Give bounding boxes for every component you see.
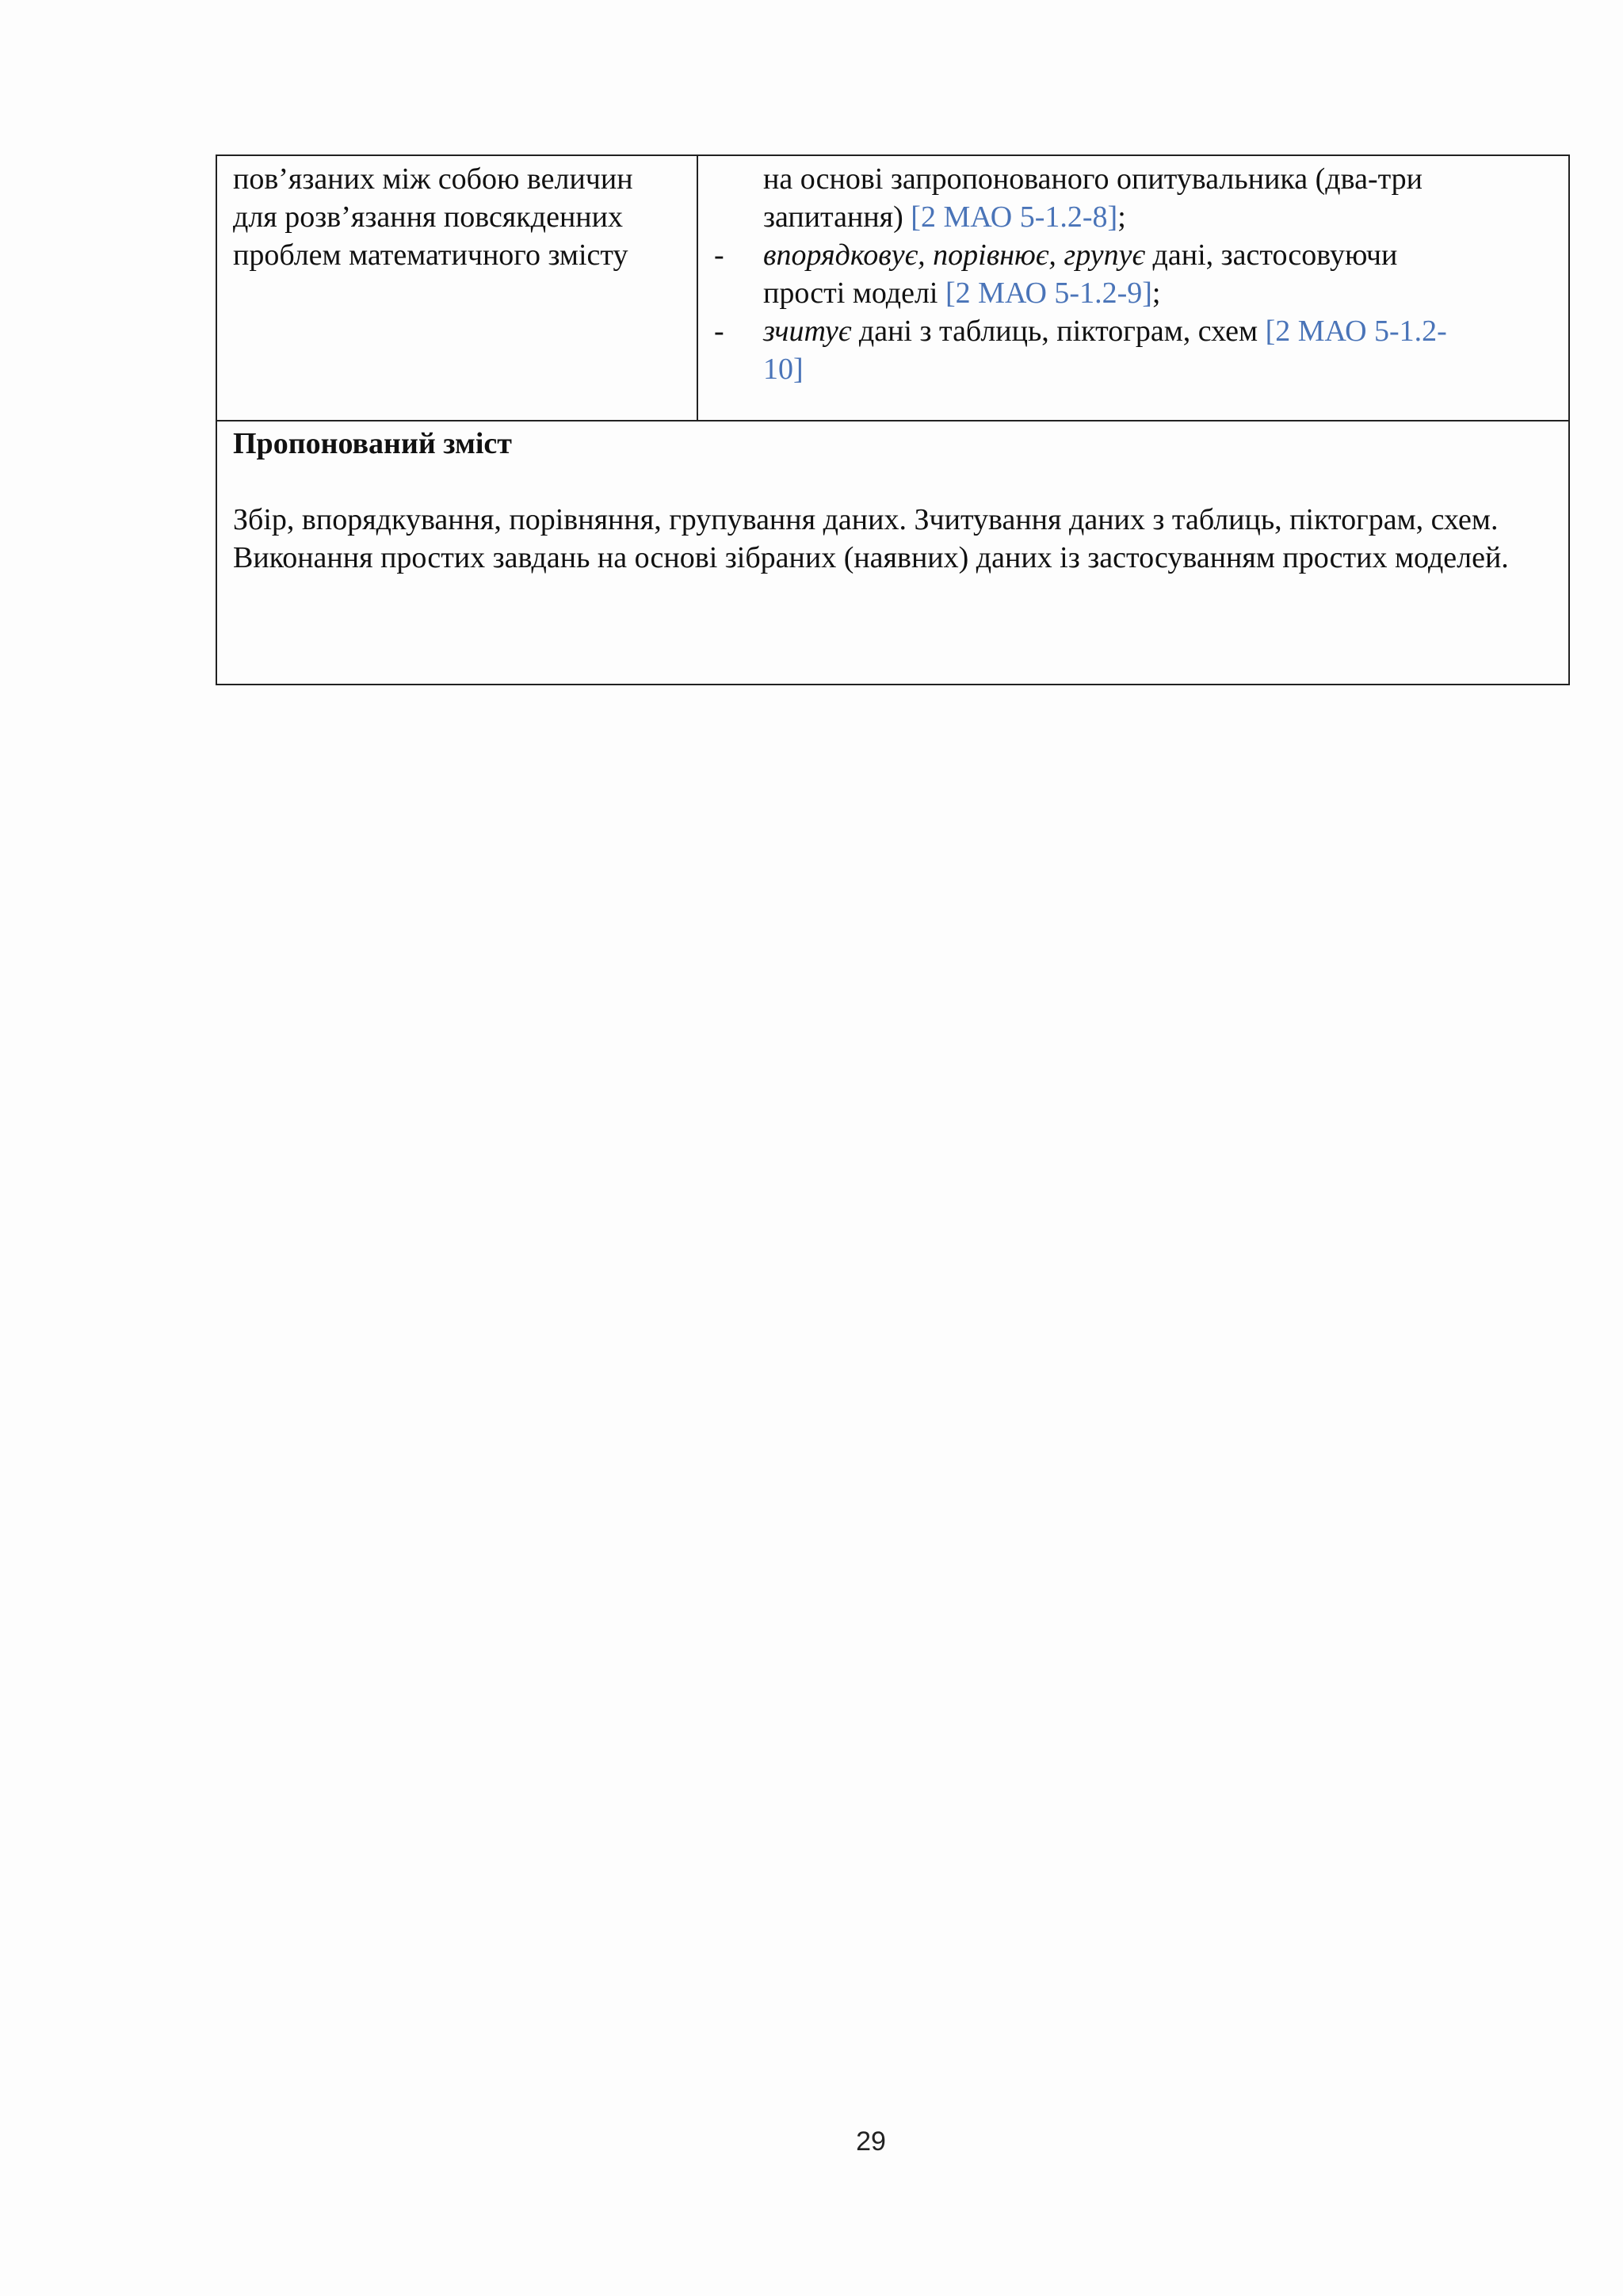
content-paragraph: Збір, впорядкування, порівняння, групування даних. Зчитування даних з таблиць, піктограм, схем. (233, 503, 1499, 536)
standard-reference-link[interactable]: [2 МАО 5-1.2-9] (945, 277, 1152, 310)
result-verb: впорядковує, порівнює, групує (763, 238, 1146, 272)
standard-reference-link[interactable]: [2 МАО 5-1.2-8] (911, 200, 1118, 234)
result-text: прості моделі (763, 277, 945, 310)
result-text-line (763, 312, 1545, 350)
expected-results-cell (697, 155, 1569, 421)
outcome-line: для розв’язання повсякденних (233, 200, 623, 234)
outcome-line: проблем математичного змісту (233, 238, 628, 272)
result-text-line: запитання) [2 МАО 5-1.2-8]; (763, 200, 1126, 234)
outcome-cell (216, 155, 697, 421)
result-text: дані з таблиць, піктограм, схем (851, 315, 1266, 348)
section-heading: Пропонований зміст (233, 427, 512, 460)
standard-reference-link[interactable]: 10] (763, 353, 804, 386)
standard-reference-link[interactable]: [2 МАО 5-1.2- (1265, 315, 1447, 348)
list-dash: - (714, 315, 724, 348)
result-item (698, 160, 1545, 236)
page-number: 29 (856, 2126, 886, 2157)
result-text: запитання) (763, 200, 911, 234)
content-paragraph: Виконання простих завдань на основі зібраних (наявних) даних із застосуванням простих моделей. (233, 541, 1509, 574)
table-row (216, 155, 1569, 421)
result-verb: зчитує (763, 315, 852, 348)
result-text-line (763, 236, 1545, 274)
result-text: дані, застосовуючи (1145, 238, 1398, 272)
result-item (698, 312, 1545, 388)
table-row (216, 421, 1569, 685)
curriculum-table (216, 154, 1570, 685)
result-text: на основі запропонованого опитувальника (два-три (763, 162, 1423, 196)
proposed-content-cell (216, 421, 1569, 685)
outcome-line: пов’язаних між собою величин (233, 162, 633, 196)
result-item (698, 236, 1545, 312)
result-text-line: прості моделі [2 МАО 5-1.2-9]; (763, 277, 1161, 310)
list-dash: - (714, 238, 724, 272)
